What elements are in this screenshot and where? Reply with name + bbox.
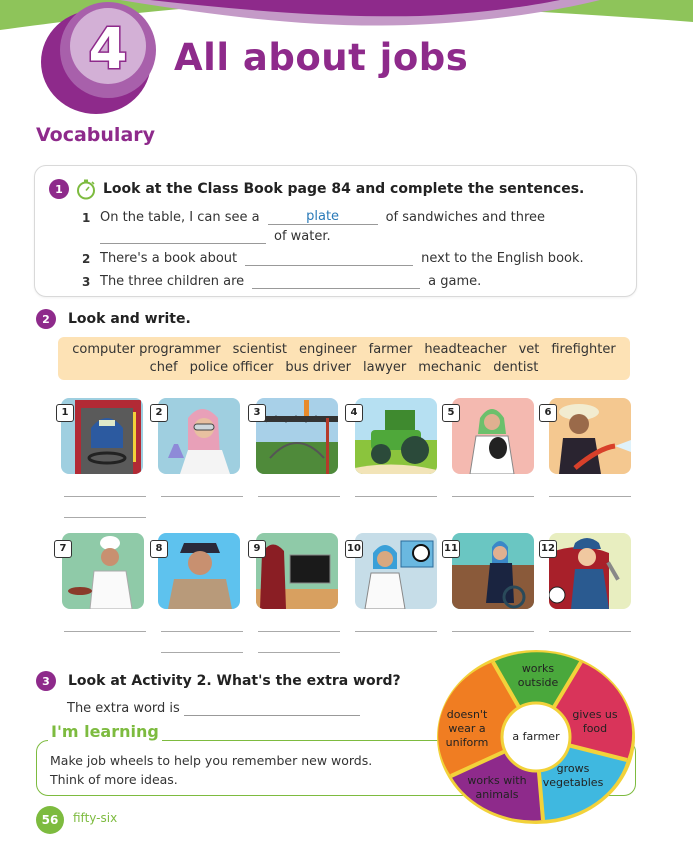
svg-text:wear a: wear a (448, 722, 486, 735)
sentence-1: 1 On the table, I can see a plate of sandwiches and three (82, 209, 546, 225)
svg-text:gives us: gives us (572, 708, 618, 721)
answer-line-2[interactable] (161, 496, 243, 497)
activity-1-box (34, 165, 637, 297)
section-title: Vocabulary (36, 124, 156, 146)
answer-line-7[interactable] (64, 631, 146, 632)
answer-line-10[interactable] (355, 631, 437, 632)
activity-2-instruction: Look and write. (68, 311, 191, 327)
svg-text:uniform: uniform (445, 736, 489, 749)
answer-line-1b[interactable] (64, 517, 146, 518)
svg-text:outside: outside (517, 676, 559, 689)
answer-blank-2[interactable] (245, 250, 413, 266)
answer-line-12[interactable] (549, 631, 631, 632)
answer-line-1[interactable] (64, 496, 146, 497)
svg-text:grows: grows (556, 762, 590, 775)
answer-blank-3[interactable] (252, 273, 420, 289)
svg-text:a farmer: a farmer (512, 730, 560, 743)
activity-3-instruction: Look at Activity 2. What's the extra word? (68, 673, 401, 689)
answer-line-4[interactable] (355, 496, 437, 497)
picture-number: 4 (345, 404, 363, 422)
answer-line-6[interactable] (549, 496, 631, 497)
answer-line-9b[interactable] (258, 652, 340, 653)
picture-lawyer (452, 533, 534, 609)
picture-computer-programmer (256, 533, 338, 609)
unit-number-badge (36, 0, 162, 115)
svg-text:doesn't: doesn't (446, 708, 488, 721)
answer-line-5[interactable] (452, 496, 534, 497)
picture-number: 7 (54, 540, 72, 558)
learning-tip-text: Make job wheels to help you remember new words. Think of more ideas. (50, 753, 373, 787)
activity-2-header (36, 309, 191, 329)
picture-chef (62, 533, 144, 609)
activity-number-badge: 2 (36, 309, 56, 329)
extra-word-sentence: The extra word is (67, 700, 368, 716)
picture-number: 11 (442, 540, 460, 558)
activity-1-instruction: Look at the Class Book page 84 and complete the sentences. (103, 181, 585, 197)
answer-line-9[interactable] (258, 631, 340, 632)
picture-number: 10 (345, 540, 363, 558)
picture-dentist (355, 533, 437, 609)
svg-text:works with: works with (467, 774, 527, 787)
picture-number: 5 (442, 404, 460, 422)
page-number-word: fifty-six (73, 811, 118, 825)
picture-firefighter (549, 398, 631, 474)
activity-number-badge: 3 (36, 671, 56, 691)
stopwatch-icon (75, 178, 97, 200)
answer-blank-1a[interactable]: plate (268, 209, 378, 225)
answer-line-8[interactable] (161, 631, 243, 632)
picture-number: 9 (248, 540, 266, 558)
picture-vet (452, 398, 534, 474)
picture-number: 3 (248, 404, 266, 422)
svg-text:animals: animals (475, 788, 519, 801)
picture-mechanic (549, 533, 631, 609)
word-bank (58, 337, 630, 380)
answer-line-8b[interactable] (161, 652, 243, 653)
learning-tip-title: I'm learning (48, 722, 162, 741)
picture-farmer (355, 398, 437, 474)
picture-number: 8 (150, 540, 168, 558)
svg-text:food: food (582, 722, 608, 735)
job-wheel-diagram (435, 648, 637, 826)
svg-text:4: 4 (88, 17, 128, 82)
sentence-1-line2: of water. (100, 228, 331, 244)
svg-text:vegetables: vegetables (542, 776, 604, 789)
activity-3-header (36, 671, 401, 691)
answer-line-11[interactable] (452, 631, 534, 632)
unit-title: All about jobs (174, 36, 469, 79)
picture-number: 12 (539, 540, 557, 558)
sentence-2: 2 There's a book about next to the English book. (82, 251, 584, 266)
picture-scientist (158, 398, 240, 474)
picture-number: 6 (539, 404, 557, 422)
picture-police-officer (158, 533, 240, 609)
activity-number-badge: 1 (49, 179, 69, 199)
word-bank-row-1: computer programmer scientist engineer farmer headteacher vet firefighter (72, 342, 616, 357)
answer-line-3[interactable] (258, 496, 340, 497)
picture-number: 1 (56, 404, 74, 422)
sentence-3: 3 The three children are a game. (82, 274, 482, 289)
answer-blank-1b[interactable] (100, 228, 266, 244)
word-bank-row-2: chef police officer bus driver lawyer mechanic dentist (149, 360, 539, 375)
svg-text:works: works (521, 662, 555, 675)
page-number-badge: 56 (36, 806, 64, 834)
picture-number: 2 (150, 404, 168, 422)
picture-engineer (256, 398, 338, 474)
extra-word-blank[interactable] (184, 700, 360, 716)
